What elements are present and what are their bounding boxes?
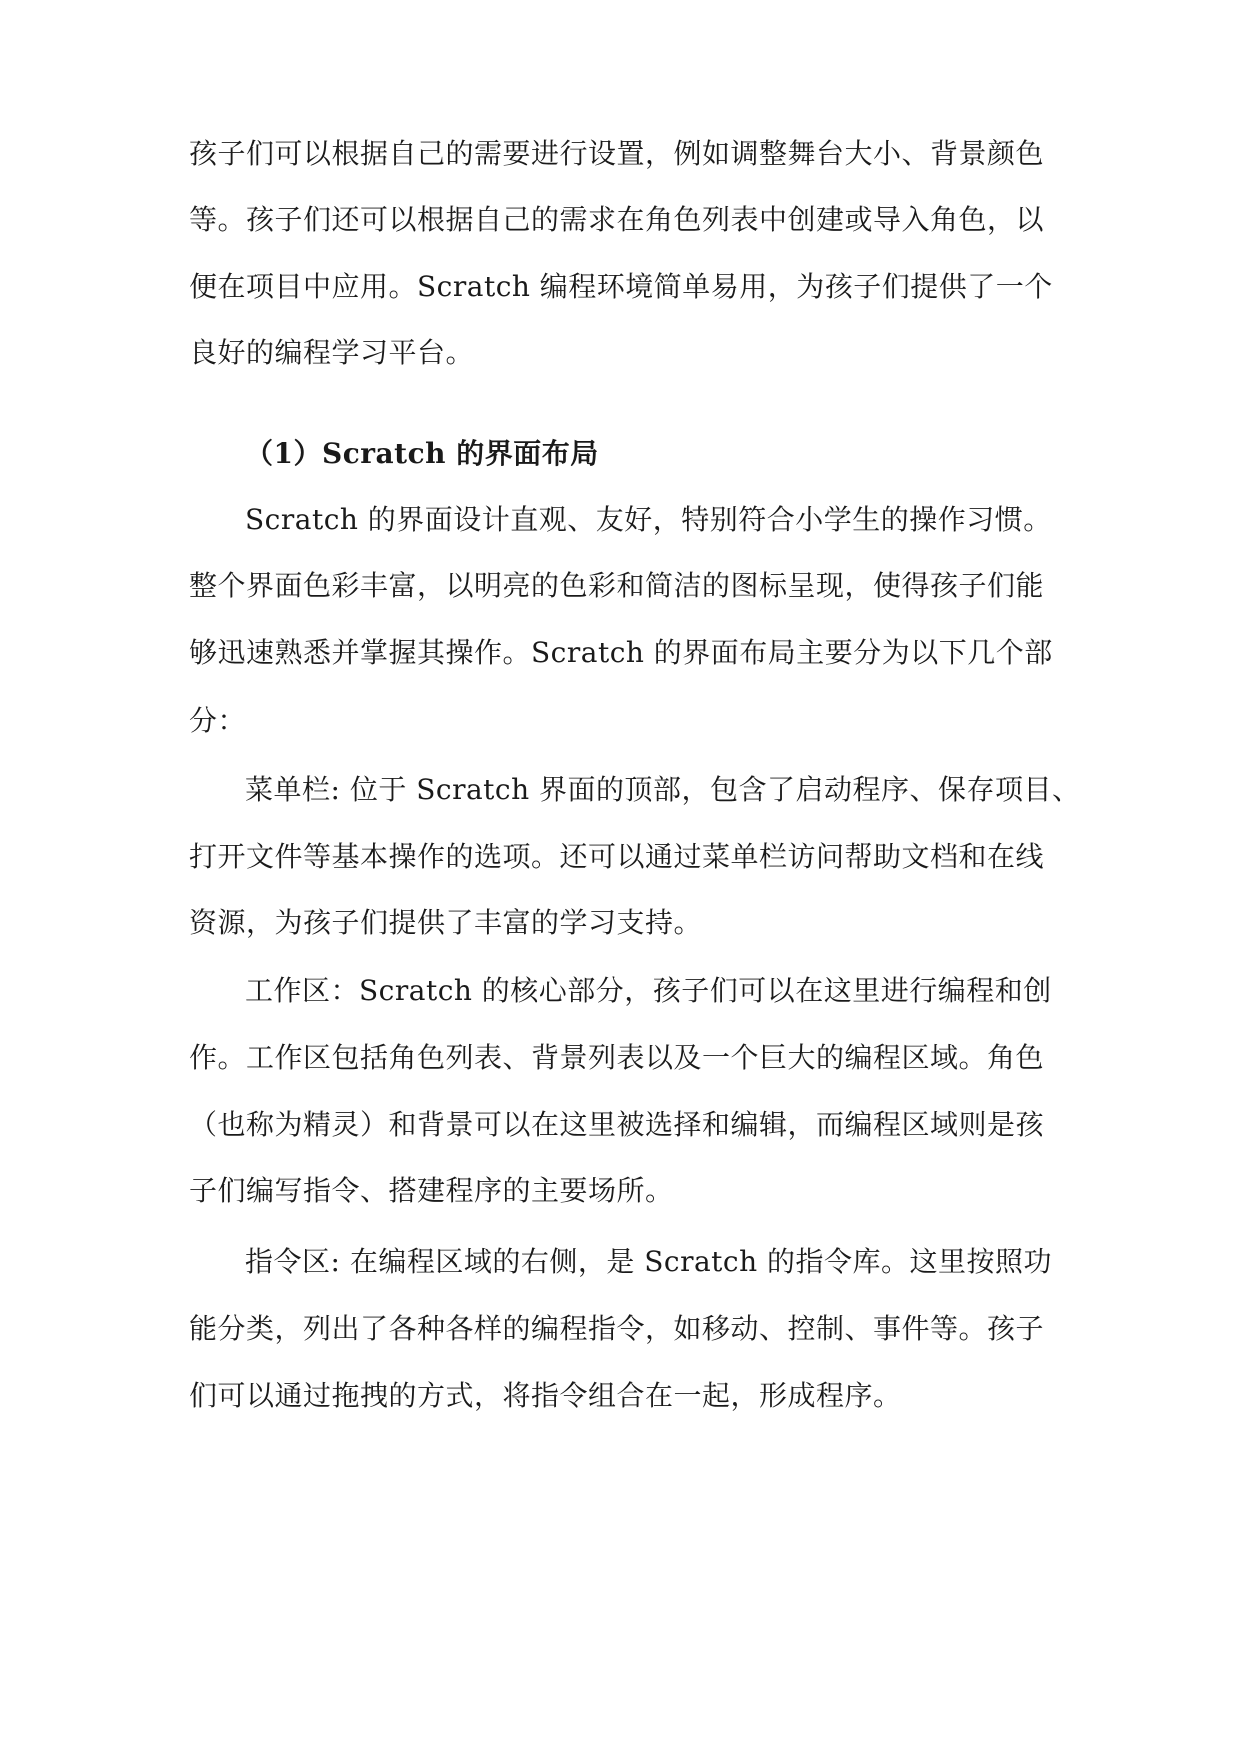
intro-line-1: 孩子们可以根据自己的需要进行设置，例如调整舞台大小、背景颜色 (189, 137, 1045, 170)
para1-line-3: 够迅速熟悉并掌握其操作。Scratch 的界面布局主要分为以下几个部 (189, 636, 1053, 669)
intro-line-2: 等。孩子们还可以根据自己的需求在角色列表中创建或导入角色，以 (189, 203, 1045, 236)
para1-line-1: Scratch 的界面设计直观、友好，特别符合小学生的操作习惯。 (245, 503, 1052, 536)
para4-line-3: 们可以通过拖拽的方式，将指令组合在一起，形成程序。 (189, 1379, 902, 1412)
para3-line-2: 作。工作区包括角色列表、背景列表以及一个巨大的编程区域。角色 (189, 1041, 1045, 1074)
para2-line-1: 菜单栏: 位于 Scratch 界面的顶部，包含了启动程序、保存项目、 (245, 773, 1081, 806)
intro-line-4: 良好的编程学习平台。 (189, 336, 475, 369)
para2-line-2: 打开文件等基本操作的选项。还可以通过菜单栏访问帮助文档和在线 (189, 840, 1045, 873)
para3-line-4: 子们编写指令、搭建程序的主要场所。 (189, 1174, 674, 1207)
section-heading: （1）Scratch 的界面布局 (245, 437, 599, 470)
para4-line-1: 指令区: 在编程区域的右侧，是 Scratch 的指令库。这里按照功 (245, 1245, 1053, 1278)
para4-line-2: 能分类，列出了各种各样的编程指令，如移动、控制、事件等。孩子 (189, 1312, 1045, 1345)
para1-line-4: 分： (189, 704, 247, 737)
para1-line-2: 整个界面色彩丰富，以明亮的色彩和简洁的图标呈现，使得孩子们能 (189, 569, 1045, 602)
para3-line-3: （也称为精灵）和背景可以在这里被选择和编辑，而编程区域则是孩 (189, 1108, 1045, 1141)
intro-line-3: 便在项目中应用。Scratch 编程环境简单易用，为孩子们提供了一个 (189, 270, 1053, 303)
para2-line-3: 资源，为孩子们提供了丰富的学习支持。 (189, 906, 703, 939)
para3-line-1: 工作区：Scratch 的核心部分，孩子们可以在这里进行编程和创 (245, 974, 1052, 1007)
